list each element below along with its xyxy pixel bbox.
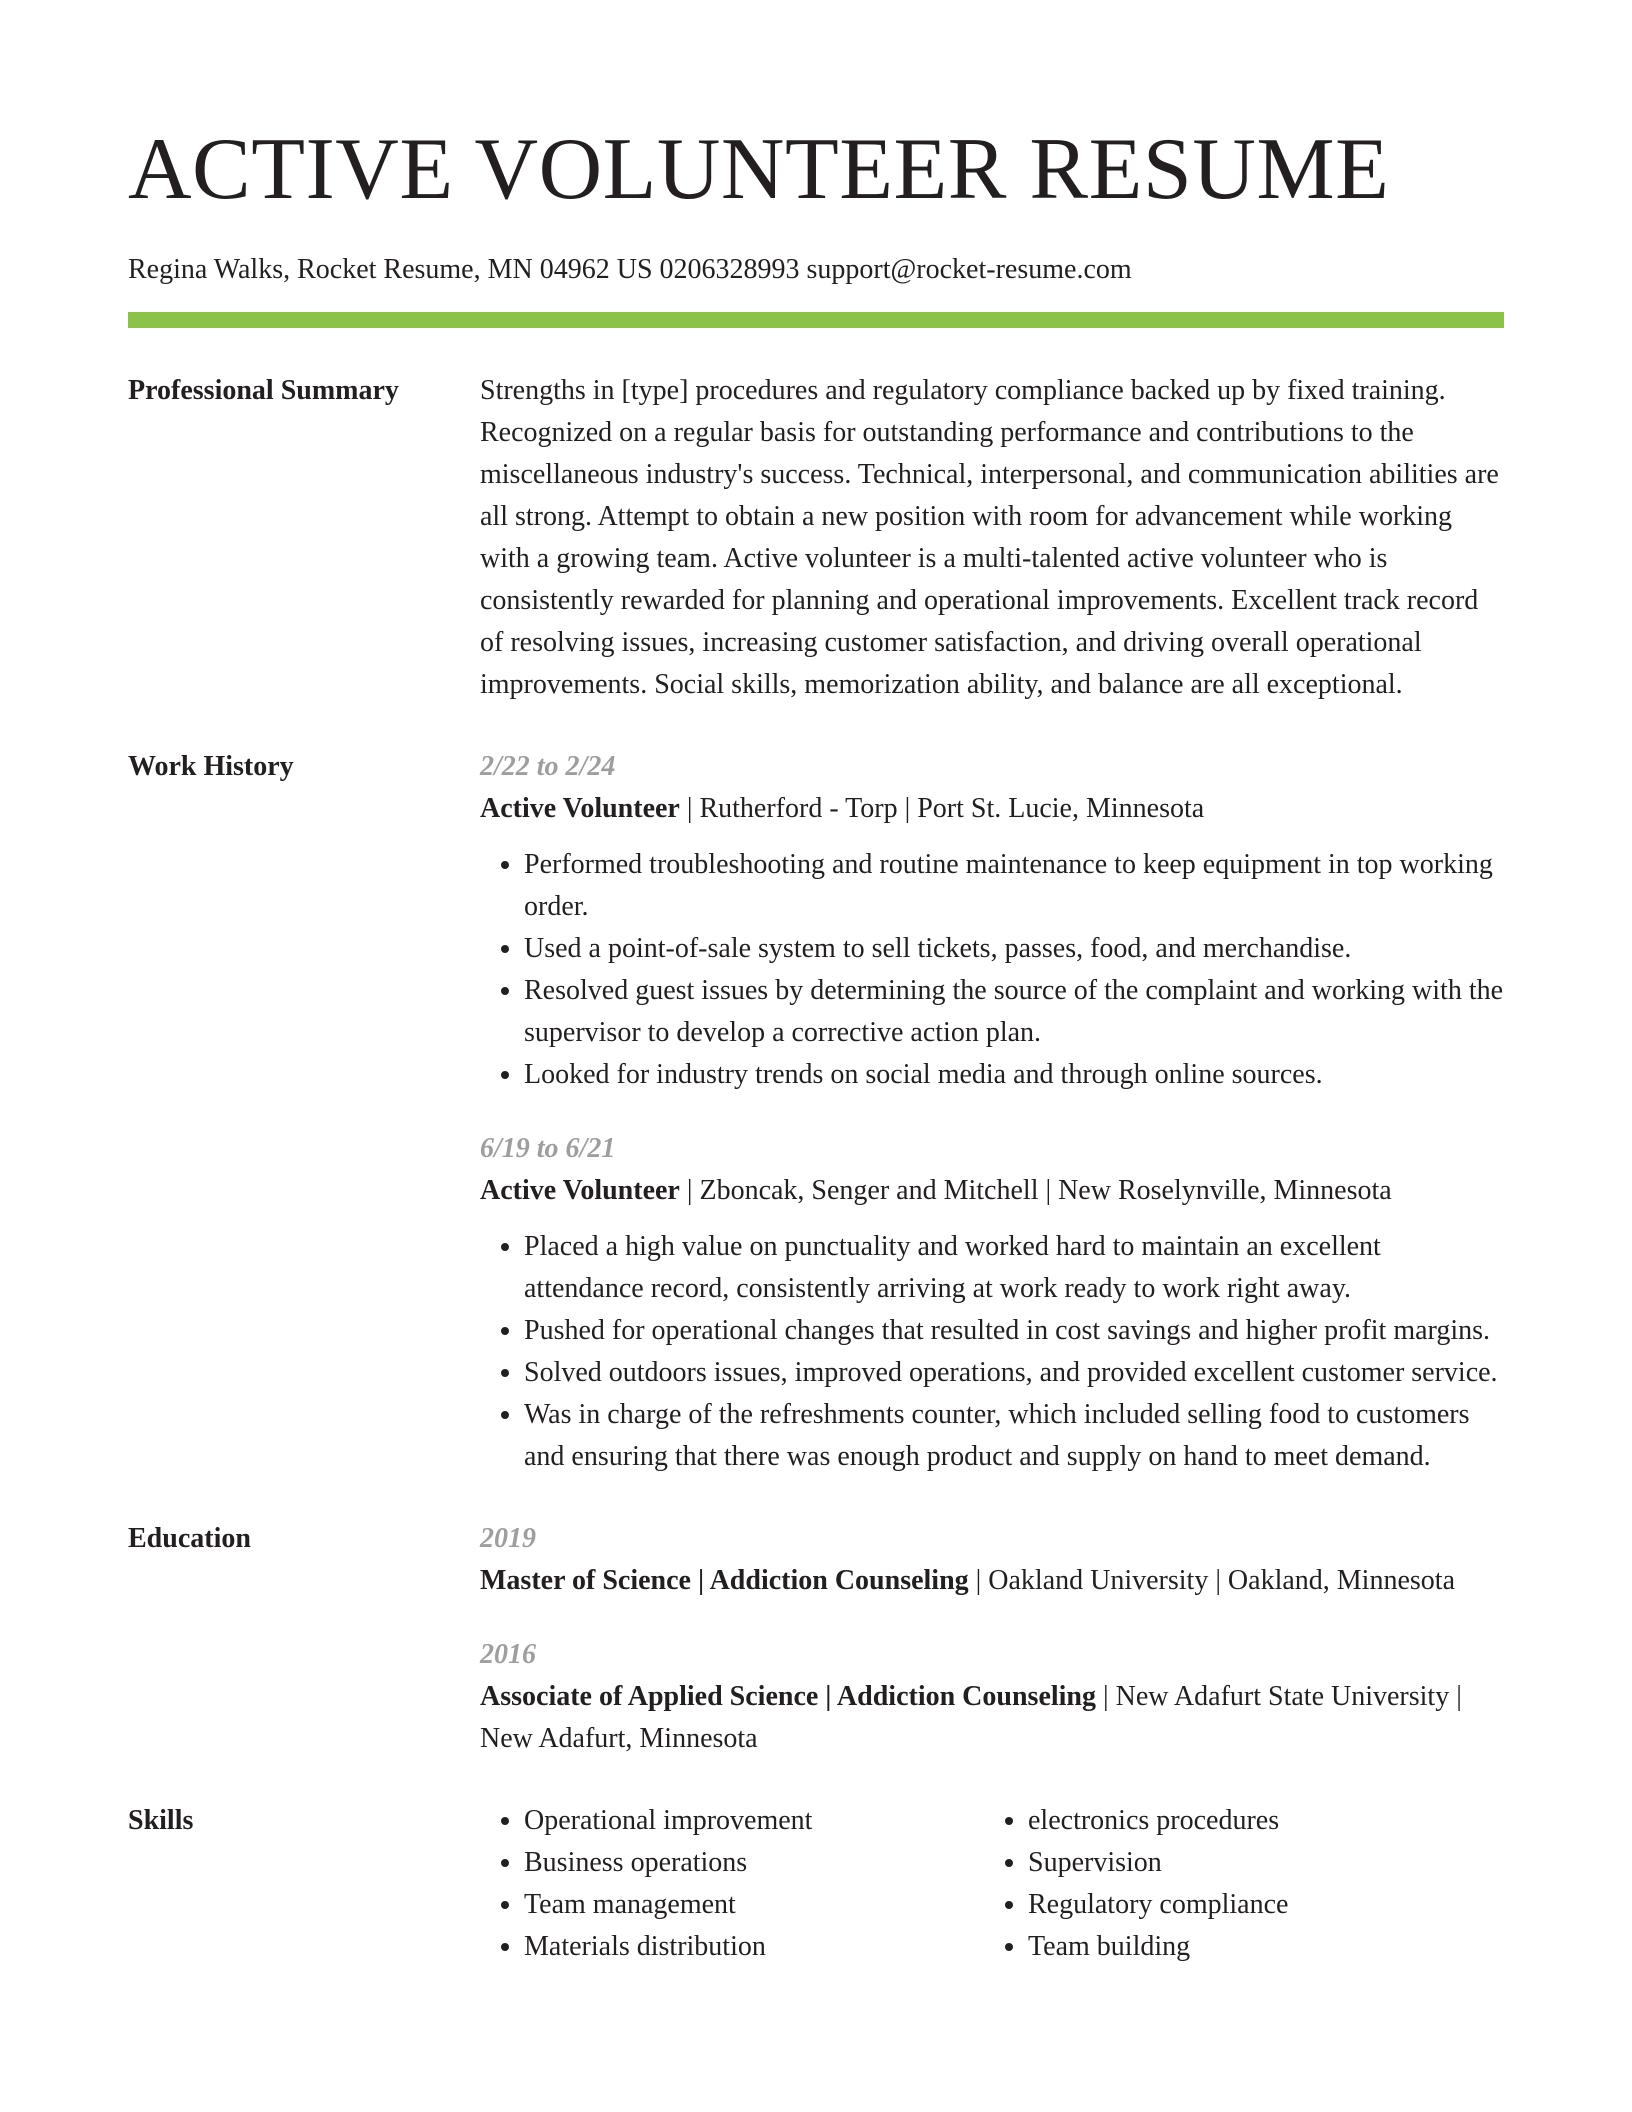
skill-item: • Materials distribution [524,1926,940,1968]
resume-title: ACTIVE VOLUNTEER RESUME [128,121,1390,218]
skill-item: • Supervision [1028,1842,1504,1884]
job-entry [480,1128,1504,1478]
job-bullets [480,844,1504,1096]
education-entry [480,1634,1504,1760]
summary-section [128,370,1504,706]
list-item: • Solved outdoors issues, improved operations, and provided excellent customer service. [524,1352,1504,1394]
list-item: • Was in charge of the refreshments counter, which included selling food to customers and ensuring that there was enough product and supply on hand to meet demand. [524,1394,1504,1478]
section-label: Professional Summary [128,375,399,406]
degree: Associate of Applied Science | Addiction Counseling [480,1681,1096,1712]
job-title-line [480,1170,1504,1212]
job-title: Active Volunteer [480,793,680,824]
job-details: | Zboncak, Senger and Mitchell | New Roselynville, Minnesota [679,1175,1392,1206]
skill-item: • Team management [524,1884,940,1926]
skills-list-left [480,1800,940,1968]
job-dates: 6/19 to 6/21 [480,1133,616,1164]
school-details: | Oakland University | Oakland, Minnesota [968,1565,1455,1596]
education-year: 2016 [480,1639,536,1670]
education-entry [480,1518,1504,1602]
education-line [480,1676,1504,1760]
list-item: • Pushed for operational changes that resulted in cost savings and higher profit margins. [524,1310,1504,1352]
list-item: • Performed troubleshooting and routine maintenance to keep equipment in top working order. [524,844,1504,928]
summary-text: Strengths in [type] procedures and regulatory compliance backed up by fixed training. Recognized on a regular basis for outstanding performance and contributions to the miscellaneous industry's success. Technical, interpersonal, and communication abilities are all strong. Attempt to obtain a new position with room for advancement while working with a growing team. Active volunteer is a multi-talented active volunteer who is consistently rewarded for planning and operational improvements. Excellent track record of resolving issues, increasing customer satisfaction, and driving overall operational improvements. Social skills, memorization ability, and balance are all exceptional. [480,375,1499,700]
job-entry [480,746,1504,1096]
job-dates: 2/22 to 2/24 [480,751,616,782]
education-section [128,1518,1504,1760]
job-bullets [480,1226,1504,1478]
education-line [480,1560,1504,1602]
skills-columns [480,1800,1504,1968]
section-content [480,746,1504,1478]
work-history-section [128,746,1504,1478]
contact-line: Regina Walks, Rocket Resume, MN 04962 US 0206328993 support@rocket-resume.com [128,254,1132,285]
section-label: Work History [128,751,294,782]
school-details: | New Adafurt State University | New Adafurt, Minnesota [480,1681,1462,1754]
list-item: • Resolved guest issues by determining the source of the complaint and working with the supervisor to develop a corrective action plan. [524,970,1504,1054]
skill-item: • Business operations [524,1842,940,1884]
header-divider [128,312,1504,328]
degree: Master of Science | Addiction Counseling [480,1565,969,1596]
section-content [480,1518,1504,1760]
list-item: • Looked for industry trends on social media and through online sources. [524,1054,1504,1096]
list-item: • Placed a high value on punctuality and worked hard to maintain an excellent attendance record, consistently arriving at work ready to work right away. [524,1226,1504,1310]
skills-section [128,1800,1504,1968]
section-content [480,370,1504,706]
skills-list-right [984,1800,1504,1968]
section-content [480,1800,1504,1968]
education-year: 2019 [480,1523,536,1554]
skill-item: • Operational improvement [524,1800,940,1842]
job-title-line [480,788,1504,830]
job-details: | Rutherford - Torp | Port St. Lucie, Minnesota [679,793,1205,824]
skill-item: • Regulatory compliance [1028,1884,1504,1926]
job-title: Active Volunteer [480,1175,680,1206]
list-item: • Used a point-of-sale system to sell tickets, passes, food, and merchandise. [524,928,1504,970]
section-label: Skills [128,1805,194,1836]
skill-item: • Team building [1028,1926,1504,1968]
section-label: Education [128,1523,251,1554]
skill-item: • electronics procedures [1028,1800,1504,1842]
